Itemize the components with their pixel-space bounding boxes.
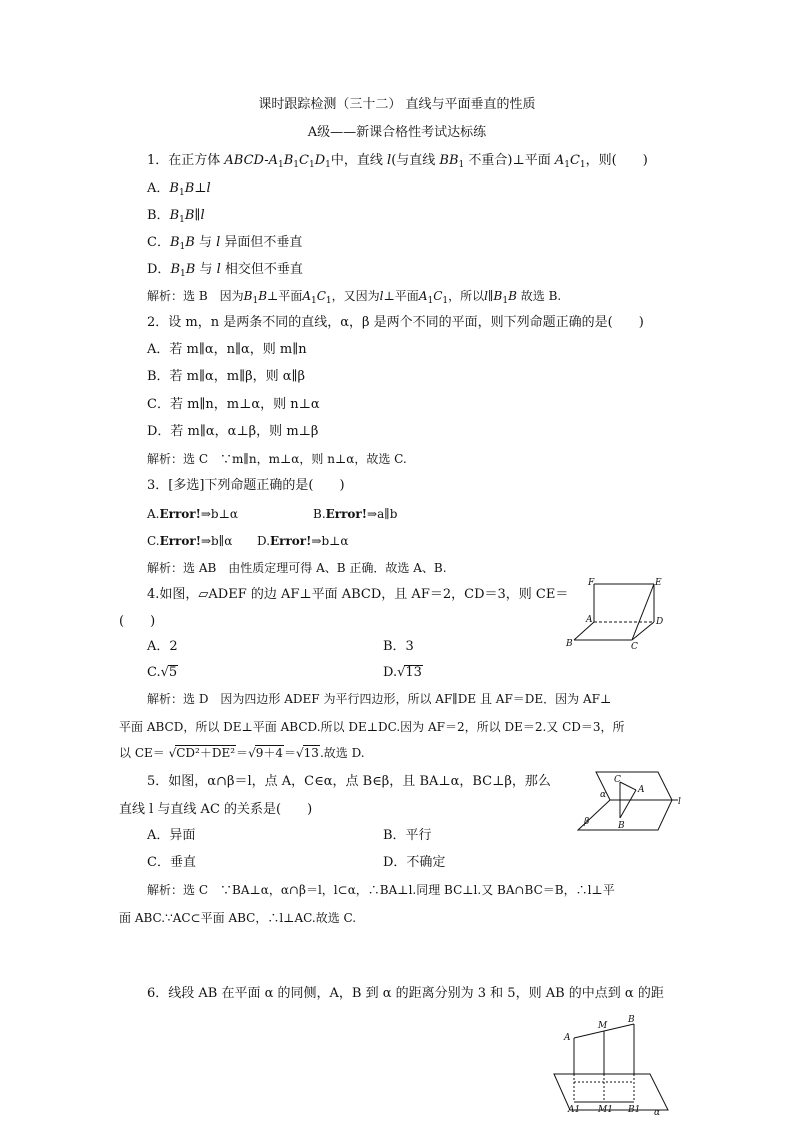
q3-option-b: B.Error!⇒a∥b bbox=[313, 507, 398, 521]
fig6-label-a: A bbox=[564, 1033, 571, 1043]
fig4-label-f: F bbox=[588, 578, 595, 588]
q3-stem: 3．[多选]下列命题正确的是( ) bbox=[147, 478, 345, 493]
figure-q6-diagram bbox=[550, 1014, 674, 1118]
q4-stem: 4.如图，▱ADEF 的边 AF⊥平面 ABCD，且 AF＝2，CD＝3，则 CE＝ bbox=[147, 587, 569, 602]
q2-option-b: B．若 m∥α，m∥β，则 α∥β bbox=[147, 369, 306, 384]
q2-solution: 解析：选 C ∵m∥n，m⊥α，则 n⊥α，故选 C. bbox=[147, 452, 407, 466]
page-subtitle: A级——新课合格性考试达标练 bbox=[307, 125, 487, 140]
q2-stem: 2．设 m，n 是两条不同的直线，α，β 是两个不同的平面，则下列命题正确的是( ) bbox=[147, 315, 644, 330]
q4-solution-1: 解析：选 D 因为四边形 ADEF 为平行四边形，所以 AF∥DE 且 AF＝DE．因为 AF⊥ bbox=[147, 692, 612, 706]
fig5-label-l: l bbox=[678, 797, 681, 807]
q1-option-d: D．$B_1B$ 与 l 相交但不垂直 bbox=[147, 262, 303, 279]
q5-solution-2: 面 ABC.∵AC⊂平面 ABC，∴l⊥AC.故选 C. bbox=[119, 911, 357, 925]
q4-option-b: B．3 bbox=[383, 639, 414, 654]
fig5-label-a: A bbox=[638, 785, 645, 795]
q1-stem: 1．在正方体 ABCD-$A_1B_1C_1D_1$中，直线 l(与直线 $BB_1$ 不重合)⊥平面 $A_1C_1$，则( ) bbox=[147, 153, 648, 170]
fig5-label-alpha: α bbox=[600, 790, 607, 800]
fig5-label-c: C bbox=[614, 775, 621, 785]
fig5-segment-ca bbox=[620, 782, 636, 790]
q5-option-d: D．不确定 bbox=[383, 855, 446, 870]
fig4-label-e: E bbox=[655, 578, 662, 588]
q5-option-b: B．平行 bbox=[383, 828, 432, 843]
fig6-label-b: B bbox=[628, 1015, 635, 1025]
q1-option-a: A．$B_1B\perp l$ bbox=[147, 181, 211, 198]
q1-option-b: B．$B_1B\parallel l$ bbox=[147, 208, 205, 225]
page-title: 课时跟踪检测（三十二） 直线与平面垂直的性质 bbox=[258, 97, 536, 112]
q4-stem-paren: ( ) bbox=[119, 614, 156, 629]
fig5-plane-beta bbox=[578, 800, 672, 830]
fig5-plane-alpha bbox=[596, 772, 672, 800]
q2-option-d: D．若 m∥α，α⊥β，则 m⊥β bbox=[147, 424, 319, 439]
fig6-label-a1: A1 bbox=[568, 1105, 581, 1115]
fig4-label-c: C bbox=[631, 642, 638, 652]
figure-q5-diagram bbox=[574, 766, 686, 836]
q3-option-a: A.Error!⇒b⊥α bbox=[147, 507, 238, 521]
q4-solution-3: 以 CE＝ √CD²＋DE²＝√9＋4＝√13.故选 D. bbox=[119, 746, 365, 760]
q5-solution-1: 解析：选 C ∵BA⊥α，α∩β＝l，l⊂α，∴BA⊥l.同理 BC⊥l.又 BA∩BC＝B，∴l⊥平 bbox=[147, 883, 615, 897]
q5-option-a: A．异面 bbox=[147, 828, 196, 843]
q3-option-d: D.Error!⇒b⊥α bbox=[257, 534, 349, 548]
fig6-label-m1: M1 bbox=[598, 1105, 613, 1115]
fig6-label-m: M bbox=[598, 1021, 608, 1031]
q2-option-c: C．若 m∥n，m⊥α，则 n⊥α bbox=[147, 397, 320, 412]
fig6-label-alpha: α bbox=[654, 1108, 661, 1118]
q5-option-c: C．垂直 bbox=[147, 855, 196, 870]
figure-q4-diagram bbox=[560, 578, 670, 654]
fig5-label-beta: β bbox=[584, 817, 590, 827]
q4-solution-2: 平面 ABCD，所以 DE⊥平面 ABCD.所以 DE⊥DC.因为 AF＝2，所以 DE＝2.又 CD＝3，所 bbox=[119, 720, 625, 734]
q3-option-c: C.Error!⇒b∥α bbox=[147, 534, 233, 548]
q4-option-c: C.√5 bbox=[147, 665, 178, 680]
q6-stem: 6．线段 AB 在平面 α 的同侧，A，B 到 α 的距离分别为 3 和 5，则 AB 的中点到 α 的距 bbox=[147, 986, 664, 1001]
q5-stem-2: 直线 l 与直线 AC 的关系是( ) bbox=[119, 802, 313, 817]
fig5-segment-ab bbox=[620, 790, 636, 818]
fig4-label-d: D bbox=[656, 617, 664, 627]
q4-option-a: A．2 bbox=[147, 639, 178, 654]
q5-stem-1: 5．如图，α∩β＝l，点 A，C∈α，点 B∈β，且 BA⊥α，BC⊥β，那么 bbox=[147, 774, 551, 789]
q1-solution: 解析：选 B 因为$B_1B\perp$平面$A_1C_1$，又因为l⊥平面$A_1C_1$，所以$l\parallel B_1B$ 故选 B. bbox=[147, 289, 562, 306]
fig4-label-a: A bbox=[586, 615, 593, 625]
fig5-label-b: B bbox=[618, 821, 625, 831]
q3-solution: 解析：选 AB 由性质定理可得 A、B 正确．故选 A、B. bbox=[147, 561, 447, 575]
fig4-label-b: B bbox=[566, 639, 573, 649]
q2-option-a: A．若 m∥α，n∥α，则 m∥n bbox=[147, 342, 307, 357]
q4-option-d: D.√13 bbox=[383, 665, 422, 680]
q1-option-c: C．$B_1B$ 与 l 异面但不垂直 bbox=[147, 235, 303, 252]
fig6-label-b1: B1 bbox=[628, 1105, 641, 1115]
